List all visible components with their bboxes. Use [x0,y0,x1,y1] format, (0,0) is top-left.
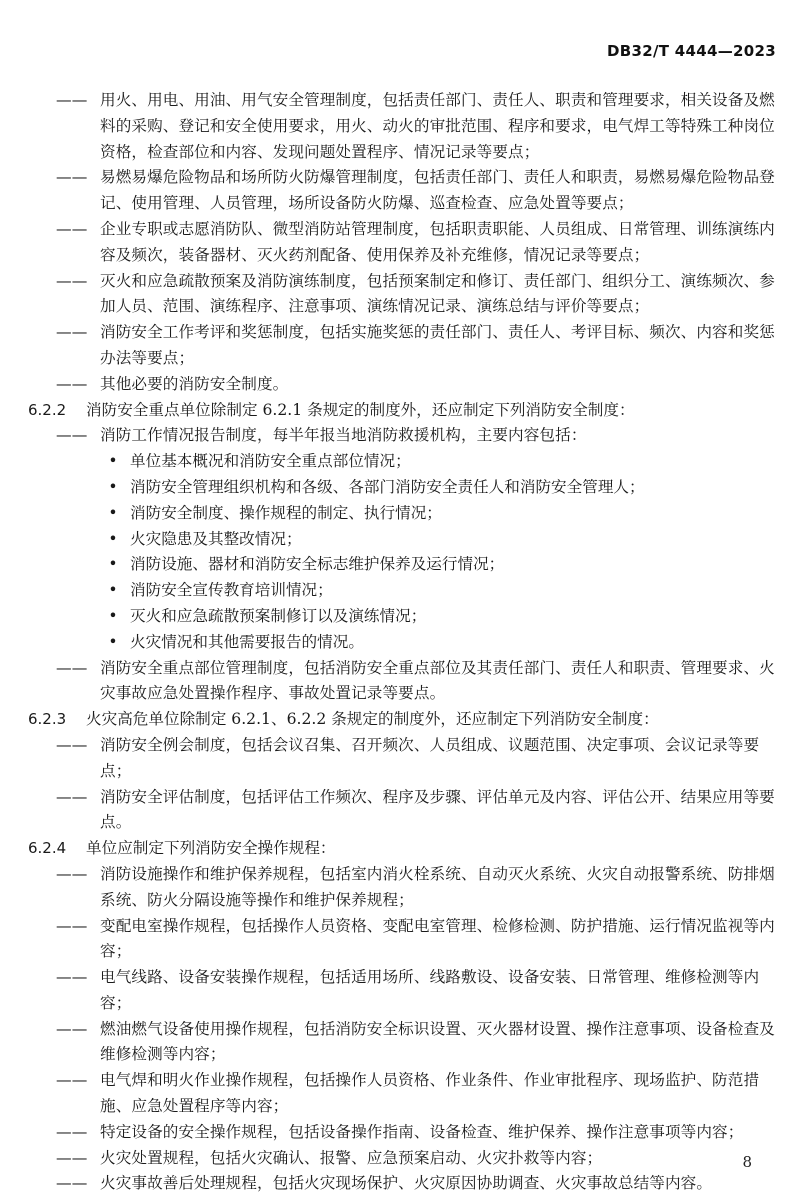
dash-marker: —— [56,916,88,935]
dash-marker: —— [56,658,88,677]
dash-marker: —— [56,1071,88,1090]
bullet-item [28,630,776,656]
bullet-item [28,527,776,553]
list-item [28,372,776,398]
list-item [28,1171,776,1197]
list-item-text: 消防设施操作和维护保养规程，包括室内消火栓系统、自动灭火系统、火灾自动报警系统、防排烟系统、防火分隔设施等操作和维护保养规程； [100,864,775,909]
list-item [28,423,776,449]
list-item-text: 企业专职或志愿消防队、微型消防站管理制度，包括职责职能、人员组成、日常管理、训练演练内容及频次，装备器材、灭火药剂配备、使用保养及补充维修，情况记录等要点； [100,219,775,264]
section-heading [28,398,776,424]
section-number: 6.2.4 [28,839,67,858]
list-item-text: 消防安全工作考评和奖惩制度，包括实施奖惩的责任部门、责任人、考评目标、频次、内容和奖惩办法等要点； [100,323,775,367]
dash-marker: —— [56,91,88,109]
list-item-text: 火灾处置规程，包括火灾确认、报警、应急预案启动、火灾扑救等内容； [100,1148,603,1167]
bullet-text: 消防安全制度、操作规程的制定、执行情况； [130,503,442,522]
bullet-dot-icon: • [108,452,118,471]
section-text: 消防安全重点单位除制定 6.2.1 条规定的制度外，还应制定下列消防安全制度： [86,400,635,419]
list-item [28,320,776,372]
bullet-dot-icon: • [108,606,118,625]
list-item [28,965,776,1017]
list-item-text: 电气焊和明火作业操作规程，包括操作人员资格、作业条件、作业审批程序、现场监护、防范措施、应急处置程序等内容； [100,1071,760,1116]
list-item [28,269,776,321]
list-item-text: 用火、用电、用油、用气安全管理制度，包括责任部门、责任人、职责和管理要求，相关设备及燃料的采购、登记和安全使用要求，用火、动火的审批范围、程序和要求，电气焊工等特殊工种岗位资格，检查部位和内容、发现问题处置程序、情况记录等要点； [100,91,775,161]
bullet-dot-icon: • [108,555,118,574]
section-heading [28,836,776,862]
bullet-dot-icon: • [108,529,118,548]
bullet-text: 火灾情况和其他需要报告的情况。 [130,632,364,651]
bullet-item [28,449,776,475]
bullet-text: 单位基本概况和消防安全重点部位情况； [130,452,411,471]
section-number: 6.2.3 [28,710,67,729]
dash-marker: —— [56,787,88,806]
bullet-dot-icon: • [108,581,118,600]
dash-marker: —— [56,168,88,187]
list-item-text: 易燃易爆危险物品和场所防火防爆管理制度，包括责任部门、责任人和职责，易燃易爆危险物品登记、使用管理、人员管理，场所设备防火防爆、巡查检查、应急处置等要点； [100,168,775,213]
bullet-text: 灭火和应急疏散预案制修订以及演练情况； [130,606,427,625]
bullet-dot-icon: • [108,477,118,496]
dash-marker: —— [56,323,88,342]
bullet-text: 消防安全管理组织机构和各级、各部门消防安全责任人和消防安全管理人； [130,477,645,496]
page-number: 8 [742,1153,752,1171]
list-item [28,1146,776,1172]
dash-marker: —— [56,271,88,290]
list-item-text: 消防安全例会制度，包括会议召集、召开频次、人员组成、议题范围、决定事项、会议记录等要点； [100,735,760,780]
list-item-text: 消防安全评估制度，包括评估工作频次、程序及步骤、评估单元及内容、评估公开、结果应用等要点。 [100,787,775,832]
dash-marker: —— [56,1174,88,1193]
list-item-text: 电气线路、设备安装操作规程，包括适用场所、线路敷设、设备安装、日常管理、维修检测等内容； [100,968,760,1012]
list-item-text: 变配电室操作规程，包括操作人员资格、变配电室管理、检修检测、防护措施、运行情况监视等内容； [100,916,775,961]
list-item [28,862,776,914]
list-item-text: 其他必要的消防安全制度。 [100,374,289,393]
list-item [28,785,776,837]
bullet-text: 消防设施、器材和消防安全标志维护保养及运行情况； [130,555,505,574]
list-item-text: 特定设备的安全操作规程，包括设备操作指南、设备检查、维护保养、操作注意事项等内容； [100,1122,744,1141]
list-item [28,1120,776,1146]
bullet-text: 消防安全宣传教育培训情况； [130,581,333,600]
bullet-dot-icon: • [108,632,118,651]
list-item [28,914,776,966]
list-item [28,88,776,165]
bullet-item [28,501,776,527]
bullet-text: 火灾隐患及其整改情况； [130,529,302,548]
list-item-text: 火灾事故善后处理规程，包括火灾现场保护、火灾原因协助调查、火灾事故总结等内容。 [100,1174,713,1193]
list-item [28,217,776,269]
list-item [28,165,776,217]
bullet-item [28,552,776,578]
dash-marker: —— [56,735,88,754]
list-item-text: 消防安全重点部位管理制度，包括消防安全重点部位及其责任部门、责任人和职责、管理要求、火灾事故应急处置操作程序、事故处置记录等要点。 [100,658,775,703]
dash-marker: —— [56,374,88,393]
document-body [28,88,776,1197]
section-text: 单位应制定下列消防安全操作规程： [86,839,336,858]
document-code: DB32/T 4444—2023 [607,42,776,60]
section-heading [28,707,776,733]
bullet-item [28,475,776,501]
list-item-text: 燃油燃气设备使用操作规程，包括消防安全标识设置、灭火器材设置、操作注意事项、设备检查及维修检测等内容； [100,1019,775,1064]
dash-marker: —— [56,219,88,238]
dash-marker: —— [56,1148,88,1167]
section-text: 火灾高危单位除制定 6.2.1、6.2.2 条规定的制度外，还应制定下列消防安全制度： [86,710,659,729]
section-number: 6.2.2 [28,400,67,419]
list-item-text: 灭火和应急疏散预案及消防演练制度，包括预案制定和修订、责任部门、组织分工、演练频次、参加人员、范围、演练程序、注意事项、演练情况记录、演练总结与评价等要点； [100,271,775,316]
dash-marker: —— [56,864,88,883]
list-item-text: 消防工作情况报告制度，每半年报当地消防救援机构，主要内容包括： [100,426,587,445]
dash-marker: —— [56,968,88,987]
dash-marker: —— [56,1122,88,1141]
dash-marker: —— [56,426,88,445]
list-item [28,656,776,708]
list-item [28,1068,776,1120]
bullet-item [28,578,776,604]
bullet-item [28,604,776,630]
bullet-dot-icon: • [108,503,118,522]
list-item [28,1017,776,1069]
dash-marker: —— [56,1019,88,1038]
list-item [28,733,776,785]
